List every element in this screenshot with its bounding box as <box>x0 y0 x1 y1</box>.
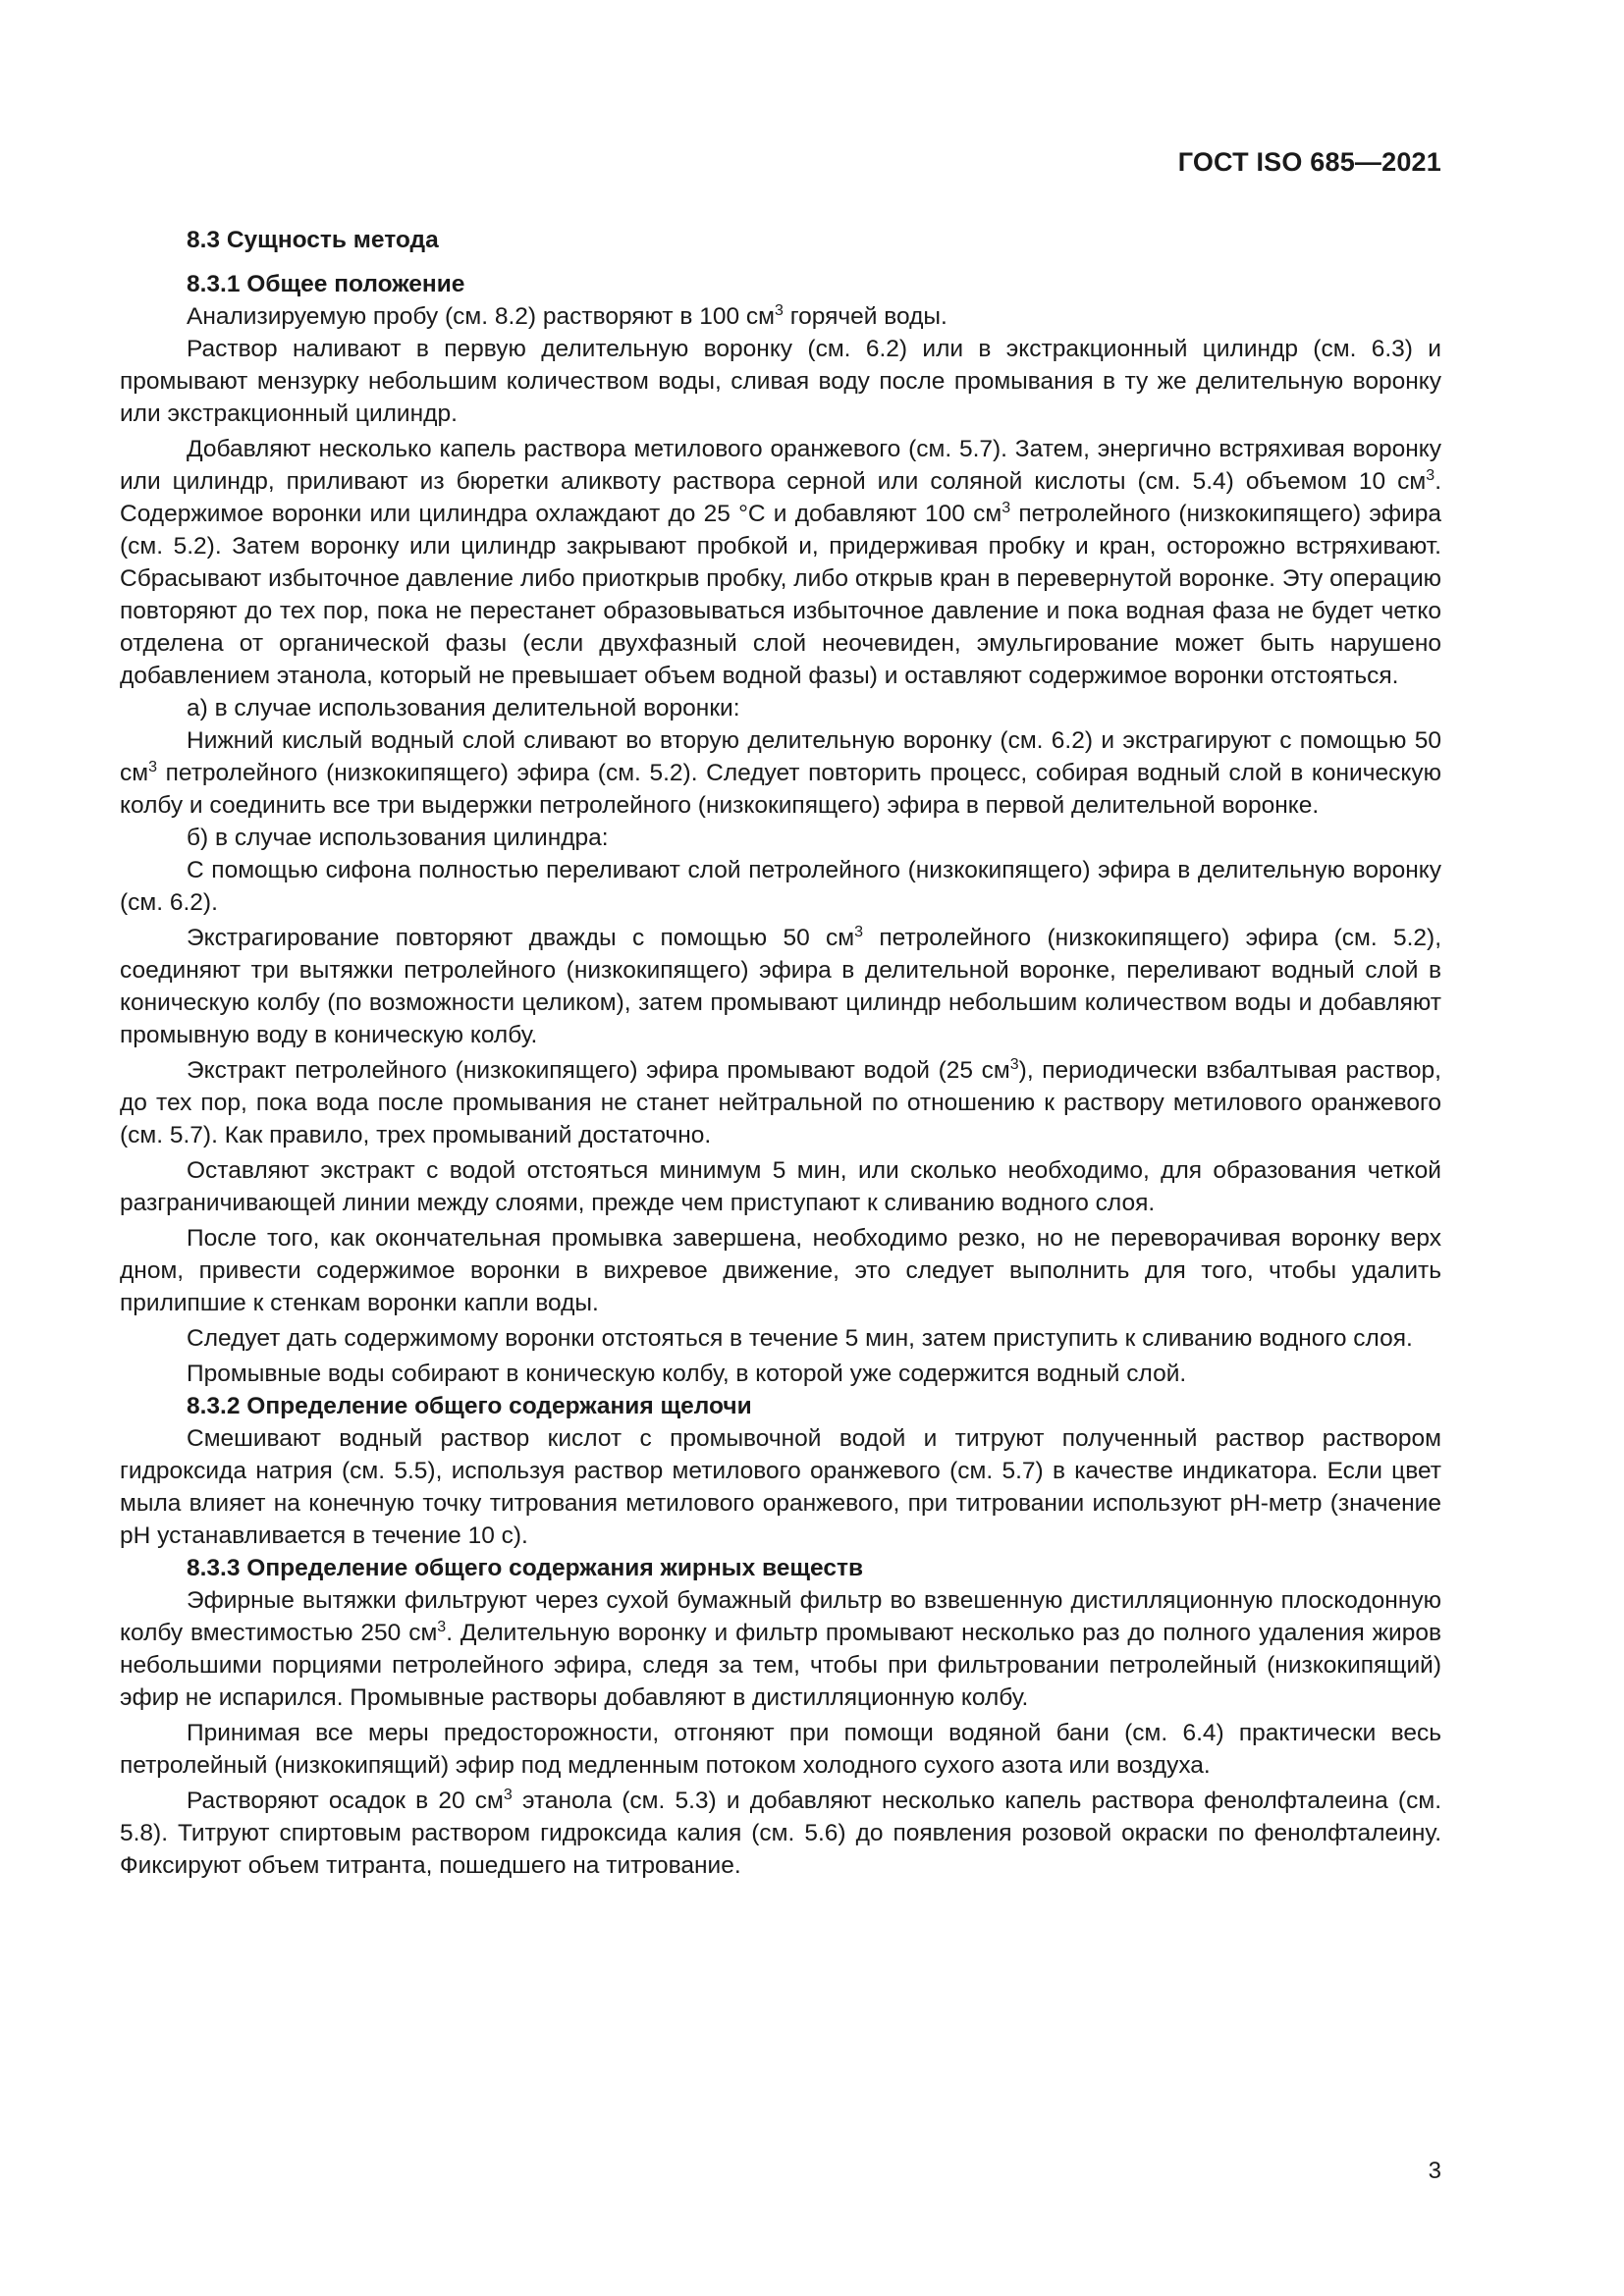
paragraph: Смешивают водный раствор кислот с промывочной водой и титруют полученный раствор раствором гидроксида натрия (см. 5.5), используя раствор метилового оранжевого (см. 5.7) в качестве индикатора. Если цвет мыла влияет на конечную точку титрования метилового оранжевого, при титровании используют pH-метр (значение pH устанавливается в течение 10 с). <box>120 1425 1441 1549</box>
paragraph: Анализируемую пробу (см. 8.2) растворяют в 100 $см^3$ горячей воды. <box>187 302 947 330</box>
section-title-8-3: 8.3 Сущность метода <box>187 227 439 253</box>
paragraph: Добавляют несколько капель раствора метилового оранжевого (см. 5.7). Затем, энергично встряхивая воронку или цилиндр, приливают из бюретки аликвоту раствора серной или соляной кислоты (см. 5.4) объемом 10 $см^3$. Содержимое воронки или цилиндра охлаждают до 25 °С и добавляют 100 $см^3$ петролейного (низкокипящего) эфира (см. 5.2). Затем воронку или цилиндр закрывают пробкой и, придерживая пробку и кран, осторожно встряхивают. Сбрасывают избыточное давление либо приоткрыв пробку, либо открыв кран в перевернутой воронке. Эту операцию повторяют до тех пор, пока не перестанет образовываться избыточное давление и пока водная фаза не будет четко отделена от органической фазы (если двухфазный слой неочевиден, эмульгирование может быть нарушено добавлением этанола, который не превышает объем водной фазы) и оставляют содержимое воронки отстояться. <box>120 436 1442 689</box>
paragraph: б) в случае использования цилиндра: <box>187 825 609 851</box>
paragraph: Принимая все меры предосторожности, отгоняют при помощи водяной бани (см. 6.4) практически весь петролейный (низкокипящий) эфир под медленным потоком холодного сухого азота или воздуха. <box>120 1720 1441 1779</box>
paragraph: Раствор наливают в первую делительную воронку (см. 6.2) или в экстракционный цилиндр (см. 6.3) и промывают мензурку небольшим количеством воды, сливая воду после промывания в ту же делительную воронку или экстракционный цилиндр. <box>120 336 1441 427</box>
paragraph: После того, как окончательная промывка завершена, необходимо резко, но не переворачивая воронку верх дном, привести содержимое воронки в вихревое движение, это следует выполнить для того, чтобы удалить прилипшие к стенкам воронки капли воды. <box>120 1225 1441 1316</box>
paragraph: Промывные воды собирают в коническую колбу, в которой уже содержится водный слой. <box>187 1361 1187 1387</box>
document-code: ГОСТ ISO 685—2021 <box>1177 147 1441 177</box>
section-title-8-3-3: 8.3.3 Определение общего содержания жирных веществ <box>187 1555 864 1581</box>
document-body <box>120 224 1441 1882</box>
paragraph: С помощью сифона полностью переливают слой петролейного (низкокипящего) эфира в делительную воронку (см. 6.2). <box>120 857 1441 916</box>
section-title-8-3-2: 8.3.2 Определение общего содержания щелочи <box>187 1393 752 1419</box>
paragraph: Растворяют осадок в 20 $см^3$ этанола (см. 5.3) и добавляют несколько капель раствора фенолфталеина (см. 5.8). Титруют спиртовым раствором гидроксида калия (см. 5.6) до появления розовой окраски по фенолфталеину. Фиксируют объем титранта, пошедшего на титрование. <box>120 1787 1441 1879</box>
section-title-8-3-1: 8.3.1 Общее положение <box>187 271 465 297</box>
paragraph: Эфирные вытяжки фильтруют через сухой бумажный фильтр во взвешенную дистилляционную плоскодонную колбу вместимостью 250 $см^3$. Делительную воронку и фильтр промывают несколько раз до полного удаления жиров небольшими порциями петролейного эфира, следя за тем, чтобы при фильтровании петролейный (низкокипящий) эфир не испарился. Промывные растворы добавляют в дистилляционную колбу. <box>120 1587 1441 1711</box>
paragraph: Нижний кислый водный слой сливают во вторую делительную воронку (см. 6.2) и экстрагируют с помощью 50 $см^3$ петролейного (низкокипящего) эфира (см. 5.2). Следует повторить процесс, собирая водный слой в коническую колбу и соединить все три выдержки петролейного (низкокипящего) эфира в первой делительной воронке. <box>120 727 1441 819</box>
paragraph: а) в случае использования делительной воронки: <box>187 695 740 721</box>
paragraph: Оставляют экстракт с водой отстояться минимум 5 мин, или сколько необходимо, для образования четкой разграничивающей линии между слоями, прежде чем приступают к сливанию водного слоя. <box>120 1157 1441 1216</box>
paragraph: Следует дать содержимому воронки отстояться в течение 5 мин, затем приступить к сливанию водного слоя. <box>187 1325 1413 1352</box>
page-number: 3 <box>1428 2158 1441 2184</box>
paragraph: Экстракт петролейного (низкокипящего) эфира промывают водой (25 $см^3$), периодически взбалтывая раствор, до тех пор, пока вода после промывания не станет нейтральной по отношению к раствору метилового оранжевого (см. 5.7). Как правило, трех промываний достаточно. <box>120 1056 1441 1148</box>
paragraph: Экстрагирование повторяют дважды с помощью 50 $см^3$ петролейного (низкокипящего) эфира (см. 5.2), соединяют три вытяжки петролейного (низкокипящего) эфира в делительной воронке, переливают водный слой в коническую колбу (по возможности целиком), затем промывают цилиндр небольшим количеством воды и добавляют промывную воду в коническую колбу. <box>120 924 1441 1048</box>
